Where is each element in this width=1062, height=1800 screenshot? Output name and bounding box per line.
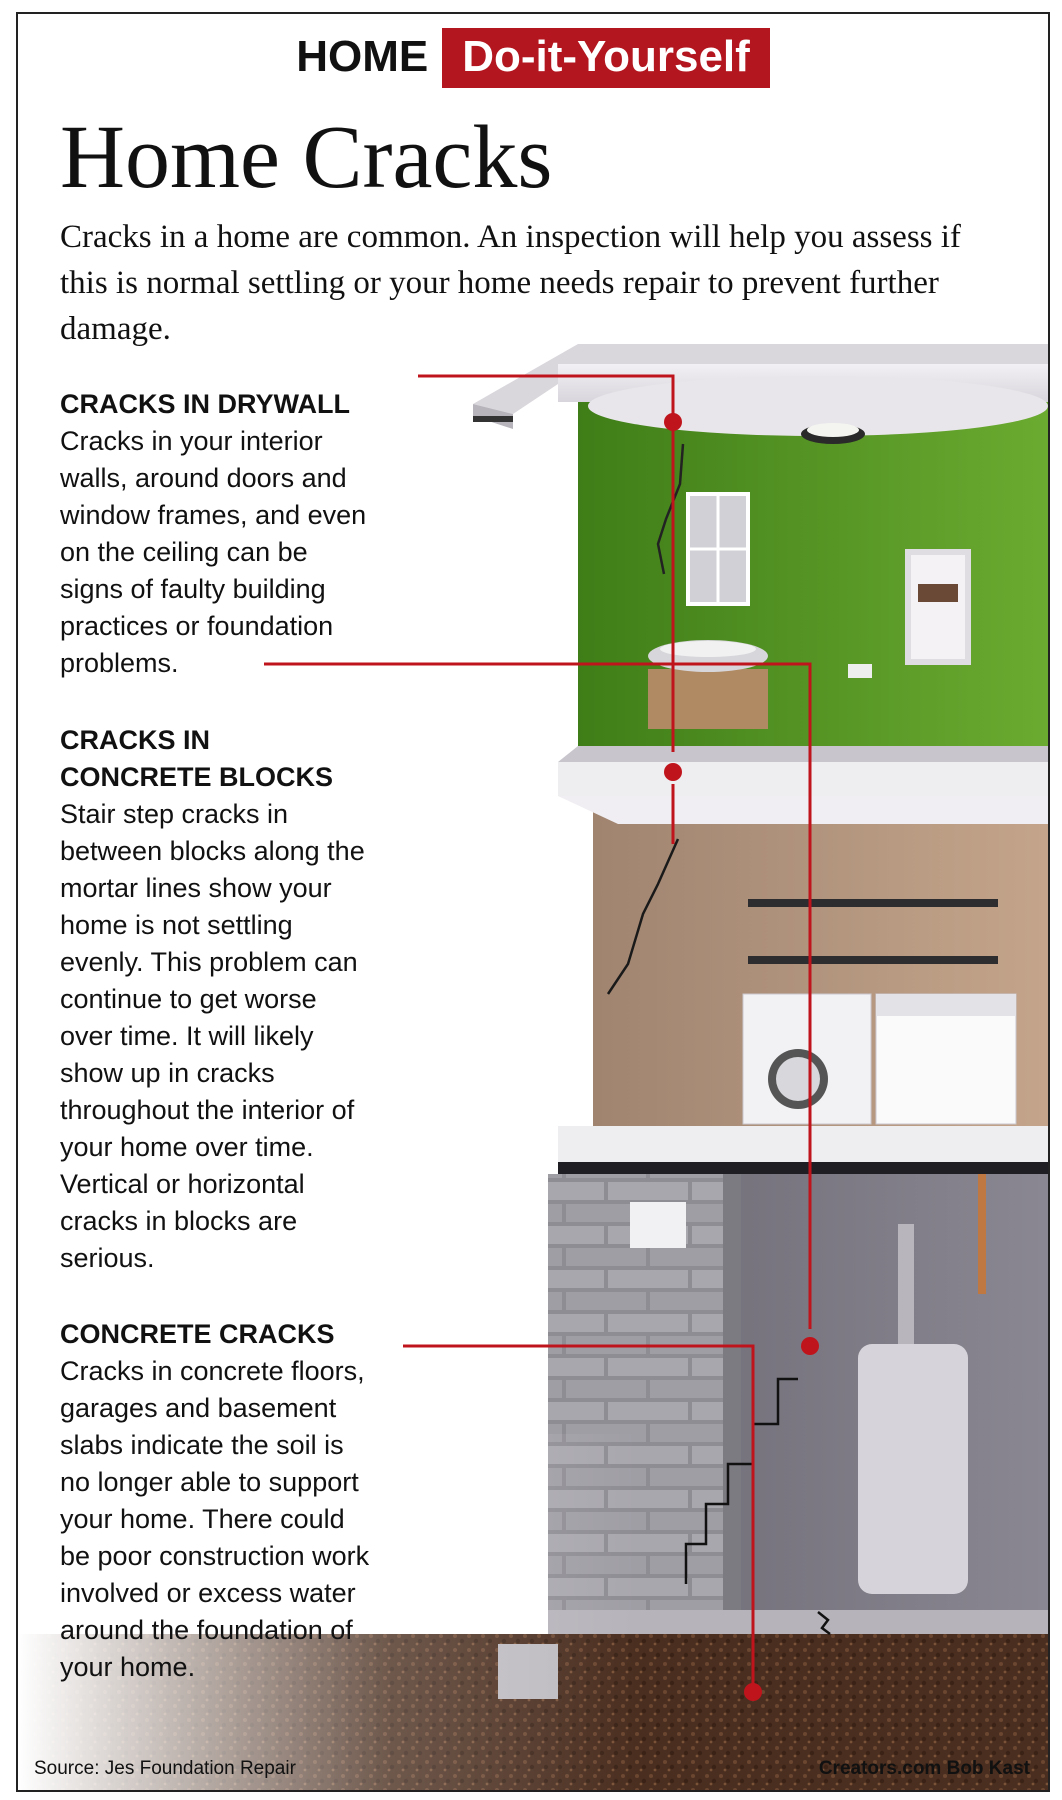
section-label: HOME [296,32,429,81]
callout-concrete-blocks [60,722,440,1277]
section-tag: Do-it-Yourself [442,28,770,88]
callout-heading: CONCRETE CRACKS [60,1319,335,1349]
water-heater [858,1344,968,1594]
header-kicker [18,28,1048,88]
callout-body: Cracks in concrete floors, garages and basement slabs indicate the soil is no longer able to support your home. There could be poor construction work involved or excess water around the foundation of your home. [60,1356,370,1682]
callout-body: Stair step cracks in between blocks along the mortar lines show your home is not settling evenly. This problem can continue to get worse over time. It will likely show up in cracks throughout the interior of your home over time. Vertical or horizontal cracks in blocks are serious. [60,799,365,1273]
callout-heading: CRACKS IN DRYWALL [60,389,350,419]
callout-drywall [60,386,440,682]
artist-credit: Creators.com Bob Kast [818,1758,1030,1779]
source-credit: Source: Jes Foundation Repair [34,1758,296,1779]
intro-text: Cracks in a home are common. An inspection will help you assess if this is normal settling or your home needs repair to prevent further damage. [60,219,961,347]
callout-heading: CRACKS IN CONCRETE BLOCKS [60,725,334,792]
page-title: Home Cracks [60,108,553,207]
callout-concrete-cracks [60,1316,440,1686]
infographic-frame [16,12,1050,1792]
callout-body: Cracks in your interior walls, around doors and window frames, and even on the ceiling can be signs of faulty building practices or foundation problems. [60,426,367,678]
